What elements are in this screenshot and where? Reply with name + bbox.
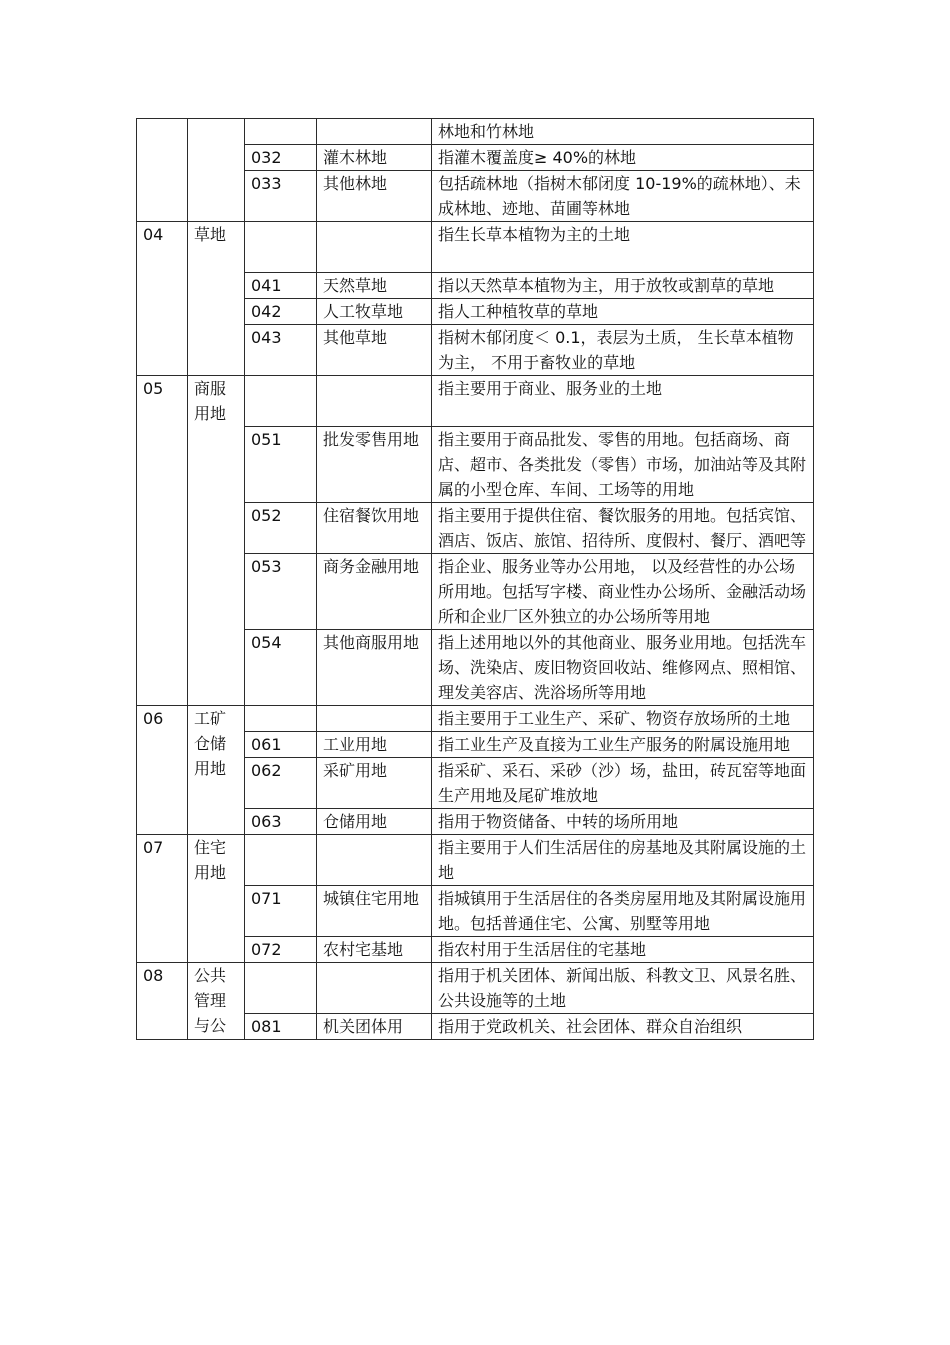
description-cell: 包括疏林地（指树木郁闭度 10-19%的疏林地）、未成林地、迹地、苗圃等林地 (432, 171, 814, 222)
primary-code-cell: 07 (137, 835, 188, 963)
secondary-code-cell: 043 (245, 325, 317, 376)
description-cell: 指用于机关团体、新闻出版、科教文卫、风景名胜、公共设施等的土地 (432, 963, 814, 1014)
primary-code-cell (137, 119, 188, 222)
table-row (137, 119, 814, 145)
primary-name-cell: 草地 (188, 222, 245, 376)
secondary-name-cell: 城镇住宅用地 (317, 886, 432, 937)
secondary-name-cell: 批发零售用地 (317, 427, 432, 503)
secondary-name-cell: 其他草地 (317, 325, 432, 376)
secondary-name-cell: 工业用地 (317, 732, 432, 758)
primary-code-cell: 04 (137, 222, 188, 376)
description-cell: 指上述用地以外的其他商业、服务业用地。包括洗车场、洗染店、废旧物资回收站、维修网点、照相馆、理发美容店、洗浴场所等用地 (432, 630, 814, 706)
description-cell: 指人工种植牧草的草地 (432, 299, 814, 325)
secondary-code-cell (245, 119, 317, 145)
primary-name-cell: 工矿仓储用地 (188, 706, 245, 835)
secondary-name-cell: 仓储用地 (317, 809, 432, 835)
secondary-code-cell: 052 (245, 503, 317, 554)
secondary-code-cell: 053 (245, 554, 317, 630)
description-cell: 指用于物资储备、中转的场所用地 (432, 809, 814, 835)
secondary-code-cell (245, 706, 317, 732)
secondary-name-cell (317, 376, 432, 427)
land-use-classification-table (136, 118, 814, 1040)
secondary-name-cell (317, 119, 432, 145)
secondary-name-cell: 住宿餐饮用地 (317, 503, 432, 554)
description-cell: 指农村用于生活居住的宅基地 (432, 937, 814, 963)
secondary-code-cell: 062 (245, 758, 317, 809)
secondary-code-cell: 061 (245, 732, 317, 758)
secondary-code-cell: 033 (245, 171, 317, 222)
description-cell (432, 376, 814, 427)
primary-name-cell: 住宅用地 (188, 835, 245, 963)
description-cell: 林地和竹林地 (432, 119, 814, 145)
description-cell: 指树木郁闭度＜ 0.1，表层为土质， 生长草本植物为主， 不用于畜牧业的草地 (432, 325, 814, 376)
secondary-code-cell: 071 (245, 886, 317, 937)
primary-code-cell: 08 (137, 963, 188, 1040)
description-text: 指生长草本植物为主的土地 (438, 225, 631, 244)
description-cell: 指灌木覆盖度≥ 40%的林地 (432, 145, 814, 171)
secondary-name-cell (317, 963, 432, 1014)
description-cell: 指采矿、采石、采砂（沙）场，盐田，砖瓦窑等地面生产用地及尾矿堆放地 (432, 758, 814, 809)
secondary-name-cell: 其他林地 (317, 171, 432, 222)
table-row-group-header (137, 706, 814, 732)
table-row-group-header (137, 963, 814, 1014)
secondary-code-cell (245, 835, 317, 886)
secondary-code-cell: 063 (245, 809, 317, 835)
secondary-name-cell (317, 222, 432, 273)
secondary-name-cell (317, 706, 432, 732)
secondary-name-cell: 其他商服用地 (317, 630, 432, 706)
secondary-name-cell: 灌木林地 (317, 145, 432, 171)
primary-code-cell: 06 (137, 706, 188, 835)
description-cell: 指主要用于商品批发、零售的用地。包括商场、商店、超市、各类批发（零售）市场，加油站等及其附属的小型仓库、车间、工场等的用地 (432, 427, 814, 503)
secondary-name-cell: 人工牧草地 (317, 299, 432, 325)
secondary-name-cell: 农村宅基地 (317, 937, 432, 963)
primary-code-cell: 05 (137, 376, 188, 706)
description-cell: 指工业生产及直接为工业生产服务的附属设施用地 (432, 732, 814, 758)
secondary-name-cell (317, 835, 432, 886)
description-cell (432, 222, 814, 273)
description-cell: 指城镇用于生活居住的各类房屋用地及其附属设施用地。包括普通住宅、公寓、别墅等用地 (432, 886, 814, 937)
primary-name-cell (188, 119, 245, 222)
secondary-code-cell: 042 (245, 299, 317, 325)
secondary-name-cell: 采矿用地 (317, 758, 432, 809)
description-cell: 指主要用于人们生活居住的房基地及其附属设施的土地 (432, 835, 814, 886)
table-row-group-header (137, 376, 814, 427)
secondary-code-cell: 081 (245, 1014, 317, 1040)
secondary-code-cell: 032 (245, 145, 317, 171)
table-row-group-header (137, 835, 814, 886)
secondary-code-cell: 072 (245, 937, 317, 963)
primary-name-cell: 公共管理与公 (188, 963, 245, 1040)
description-text: 指主要用于商业、服务业的土地 (438, 379, 663, 398)
secondary-code-cell: 054 (245, 630, 317, 706)
secondary-code-cell: 051 (245, 427, 317, 503)
secondary-name-cell: 商务金融用地 (317, 554, 432, 630)
description-cell: 指以天然草本植物为主，用于放牧或割草的草地 (432, 273, 814, 299)
secondary-name-cell: 机关团体用 (317, 1014, 432, 1040)
description-cell: 指主要用于提供住宿、餐饮服务的用地。包括宾馆、酒店、饭店、旅馆、招待所、度假村、餐厅、酒吧等 (432, 503, 814, 554)
secondary-code-cell (245, 376, 317, 427)
description-cell: 指企业、服务业等办公用地， 以及经营性的办公场所用地。包括写字楼、商业性办公场所、金融活动场所和企业厂区外独立的办公场所等用地 (432, 554, 814, 630)
table-row-group-header (137, 222, 814, 273)
primary-name-cell: 商服用地 (188, 376, 245, 706)
secondary-code-cell (245, 963, 317, 1014)
secondary-code-cell: 041 (245, 273, 317, 299)
secondary-code-cell (245, 222, 317, 273)
description-cell: 指主要用于工业生产、采矿、物资存放场所的土地 (432, 706, 814, 732)
description-cell: 指用于党政机关、社会团体、群众自治组织 (432, 1014, 814, 1040)
secondary-name-cell: 天然草地 (317, 273, 432, 299)
